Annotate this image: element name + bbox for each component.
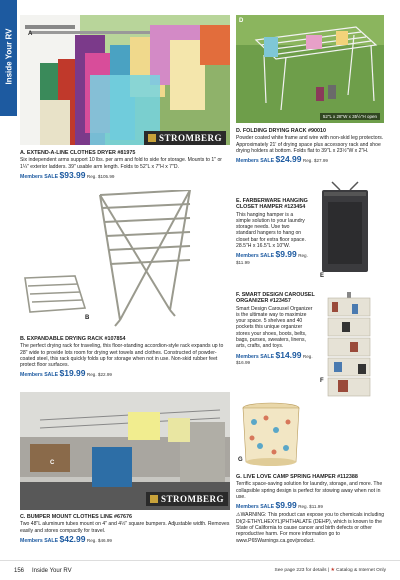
- label-c: C: [50, 460, 55, 466]
- page-footer: [0, 560, 400, 580]
- brand-logo-c: STROMBERG: [146, 492, 228, 506]
- label-d: D: [239, 18, 244, 24]
- label-g: G: [238, 457, 243, 463]
- footer-note: See page 223 for details | ★ Catalog & Internet Only: [274, 568, 386, 573]
- product-a-title: A. EXTEND-A-LINE CLOTHES DRYER #81975: [20, 150, 136, 156]
- product-a-description: [20, 150, 230, 180]
- label-e: E: [320, 273, 325, 279]
- photo-spring-hamper: [236, 400, 306, 470]
- footer-section: Inside Your RV: [32, 568, 72, 574]
- label-a: A: [28, 31, 33, 37]
- product-e-price: Members SALE $9.99 Reg. $11.99: [236, 249, 308, 265]
- spring-hamper-illustration: [236, 400, 306, 470]
- clothes-dryer-illustration: [20, 15, 230, 145]
- product-g-body: Terrific space-saving solution for laundry, storage, and more. The collapsible spring design is perfect for stowing away when not in use.: [236, 481, 383, 500]
- product-f-price: Members SALE $14.99 Reg. $16.99: [236, 349, 313, 365]
- product-c-title: C. BUMPER MOUNT CLOTHES LINE #67676: [20, 514, 133, 520]
- photo-carousel-organizer: [318, 290, 380, 400]
- product-f-description: [236, 292, 316, 366]
- folding-rack-illustration: [236, 15, 384, 123]
- product-g-description: [236, 474, 386, 544]
- label-f: F: [320, 378, 324, 384]
- star-icon: ★: [330, 568, 335, 573]
- photo-bumper-clothesline: [20, 392, 230, 510]
- hanging-hamper-illustration: [310, 180, 380, 280]
- product-d-description: [236, 128, 386, 164]
- product-e-title: E. FARBERWARE HANGING CLOSET HAMPER #123454: [236, 198, 308, 211]
- product-b-description: [20, 336, 230, 379]
- product-a-price: Members SALE $93.99 Reg. $105.99: [20, 169, 115, 180]
- side-tab-label: Inside Your RV: [4, 28, 14, 85]
- photo-expandable-rack: [20, 190, 200, 330]
- page-number: 156: [14, 568, 25, 574]
- expandable-rack-illustration: [20, 190, 200, 330]
- product-e-description: [236, 198, 308, 266]
- photo-folding-rack: [236, 15, 384, 123]
- product-d-body: Powder coated white frame and wire with non-skid leg protectors. Approximately 21' of drying space plus accessory rack and shoe drying holders at bottom. Folds flat to 39"L x 23½"W x 2"H.: [236, 135, 384, 154]
- product-f-body: Smart Design Carousel Organizer is the ultimate way to maximize your space. 5 shelves and 40 pockets this unique organizer stores your shoes, boots, belts, bags, purses, sweaters, linens, arts, crafts, and toys.: [236, 305, 313, 350]
- product-g-price: Members SALE $9.99 Reg. $11.99: [236, 500, 323, 511]
- product-b-body: The perfect drying rack for traveling, this floor-standing accordion-style rack expands up to 28" wide to provide lots room for drying wet towels and clothes. Constructed of powder-coated steel, this rack quickly folds up for storage when not in use. Non-skid rubber feet protect floor surfaces.: [20, 343, 224, 369]
- product-e-body: This hanging hamper is a simple solution to your laundry storage needs. Use two standard hangers to hang on closet bar for extra floor space. 28.5"H x 16.5"L x 10"W.: [236, 211, 306, 250]
- dimension-caption: 52"L x 28"W x 35½"H open: [320, 113, 380, 120]
- product-g-title: G. LIVE LOVE CAMP SPRING HAMPER #112388: [236, 474, 358, 480]
- product-b-title: B. EXPANDABLE DRYING RACK #107854: [20, 336, 126, 342]
- carousel-organizer-illustration: [318, 290, 380, 400]
- product-b-price: Members SALE $19.99 Reg. $22.99: [20, 368, 112, 379]
- product-a-body: Six independent arms support 10 lbs. per arm and fold to side for storage. Mounts to 1" or 1¼" exterior ladders. 39" usable arm length. Folds to 52"L x 7"H x 7"D.: [20, 157, 222, 170]
- photo-clothes-dryer: [20, 15, 230, 145]
- stromberg-logo-icon: [150, 495, 158, 503]
- product-c-body: Two 48"L aluminum tubes mount on 4" and 4½" square bumpers. Adjustable width. Removes easily and stores compactly for travel.: [20, 521, 230, 534]
- product-g-warning: ⚠WARNING: This product can expose you to chemicals including DI(2-ETHYLHEXYL)PHTHALATE (DEHP), which is known to the State of California to cause cancer and birth defects or other reproductive harm. For more information go to www.P65Warnings.ca.gov/product.: [236, 512, 385, 544]
- stromberg-logo-icon: [148, 134, 156, 142]
- product-c-price: Members SALE $42.99 Reg. $46.99: [20, 533, 112, 544]
- label-b: B: [85, 315, 90, 321]
- photo-hanging-hamper: [310, 180, 380, 280]
- section-side-tab: [0, 0, 17, 116]
- product-d-title: D. FOLDING DRYING RACK #90010: [236, 128, 326, 134]
- brand-logo: STROMBERG: [144, 131, 226, 145]
- product-d-price: Members SALE $24.99 Reg. $27.99: [236, 154, 328, 165]
- product-c-description: [20, 514, 230, 544]
- product-f-title: F. SMART DESIGN CAROUSEL ORGANIZER #123457: [236, 292, 315, 305]
